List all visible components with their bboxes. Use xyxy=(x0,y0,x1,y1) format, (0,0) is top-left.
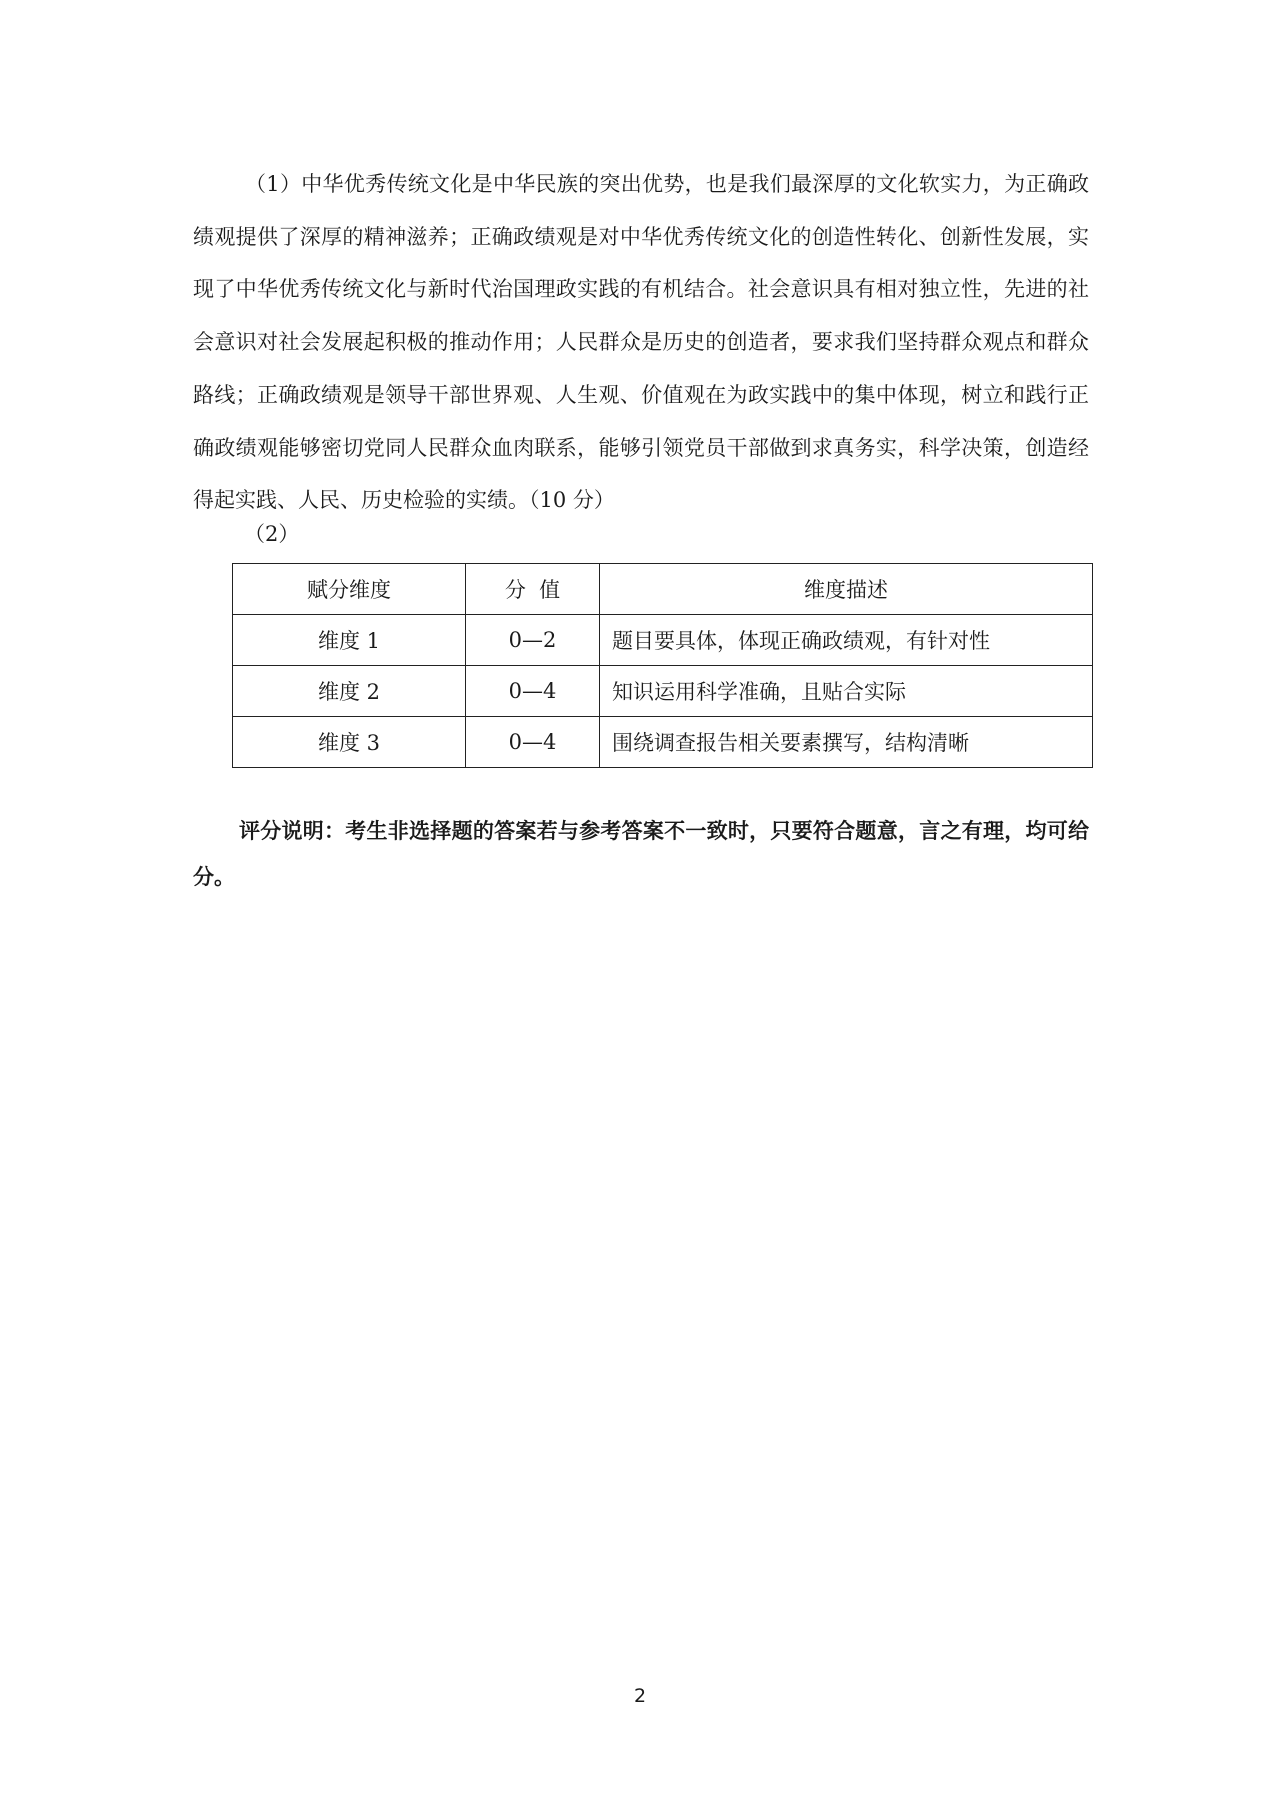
grading-note: 评分说明：考生非选择题的答案若与参考答案不一致时，只要符合题意，言之有理，均可给分。 xyxy=(193,819,1089,889)
page-number: 2 xyxy=(633,1685,647,1707)
row-dimension: 维度 3 xyxy=(233,717,466,768)
answer-2-label: （2） xyxy=(244,522,300,546)
row-dimension: 维度 1 xyxy=(233,615,466,666)
table-row xyxy=(233,717,1093,768)
table-row xyxy=(233,615,1093,666)
table-row xyxy=(233,666,1093,717)
row-description: 知识运用科学准确，且贴合实际 xyxy=(600,666,1093,717)
header-score: 分 值 xyxy=(466,564,600,615)
header-dimension: 赋分维度 xyxy=(233,564,466,615)
row-dimension: 维度 2 xyxy=(233,666,466,717)
scoring-table xyxy=(232,563,1093,768)
answer-1-paragraph: （1）中华优秀传统文化是中华民族的突出优势，也是我们最深厚的文化软实力，为正确政绩观提供了深厚的精神滋养；正确政绩观是对中华优秀传统文化的创造性转化、创新性发展，实现了中华优秀传统文化与新时代治国理政实践的有机结合。社会意识具有相对独立性，先进的社会意识对社会发展起积极的推动作用；人民群众是历史的创造者，要求我们坚持群众观点和群众路线；正确政绩观是领导干部世界观、人生观、价值观在为政实践中的集中体现，树立和践行正确政绩观能够密切党同人民群众血肉联系，能够引领党员干部做到求真务实，科学决策，创造经得起实践、人民、历史检验的实绩。（10 分） xyxy=(193,172,1089,513)
header-description: 维度描述 xyxy=(600,564,1093,615)
row-description: 题目要具体，体现正确政绩观，有针对性 xyxy=(600,615,1093,666)
row-score: 0—4 xyxy=(466,666,600,717)
row-score: 0—2 xyxy=(466,615,600,666)
table-header-row xyxy=(233,564,1093,615)
row-score: 0—4 xyxy=(466,717,600,768)
row-description: 围绕调查报告相关要素撰写，结构清晰 xyxy=(600,717,1093,768)
